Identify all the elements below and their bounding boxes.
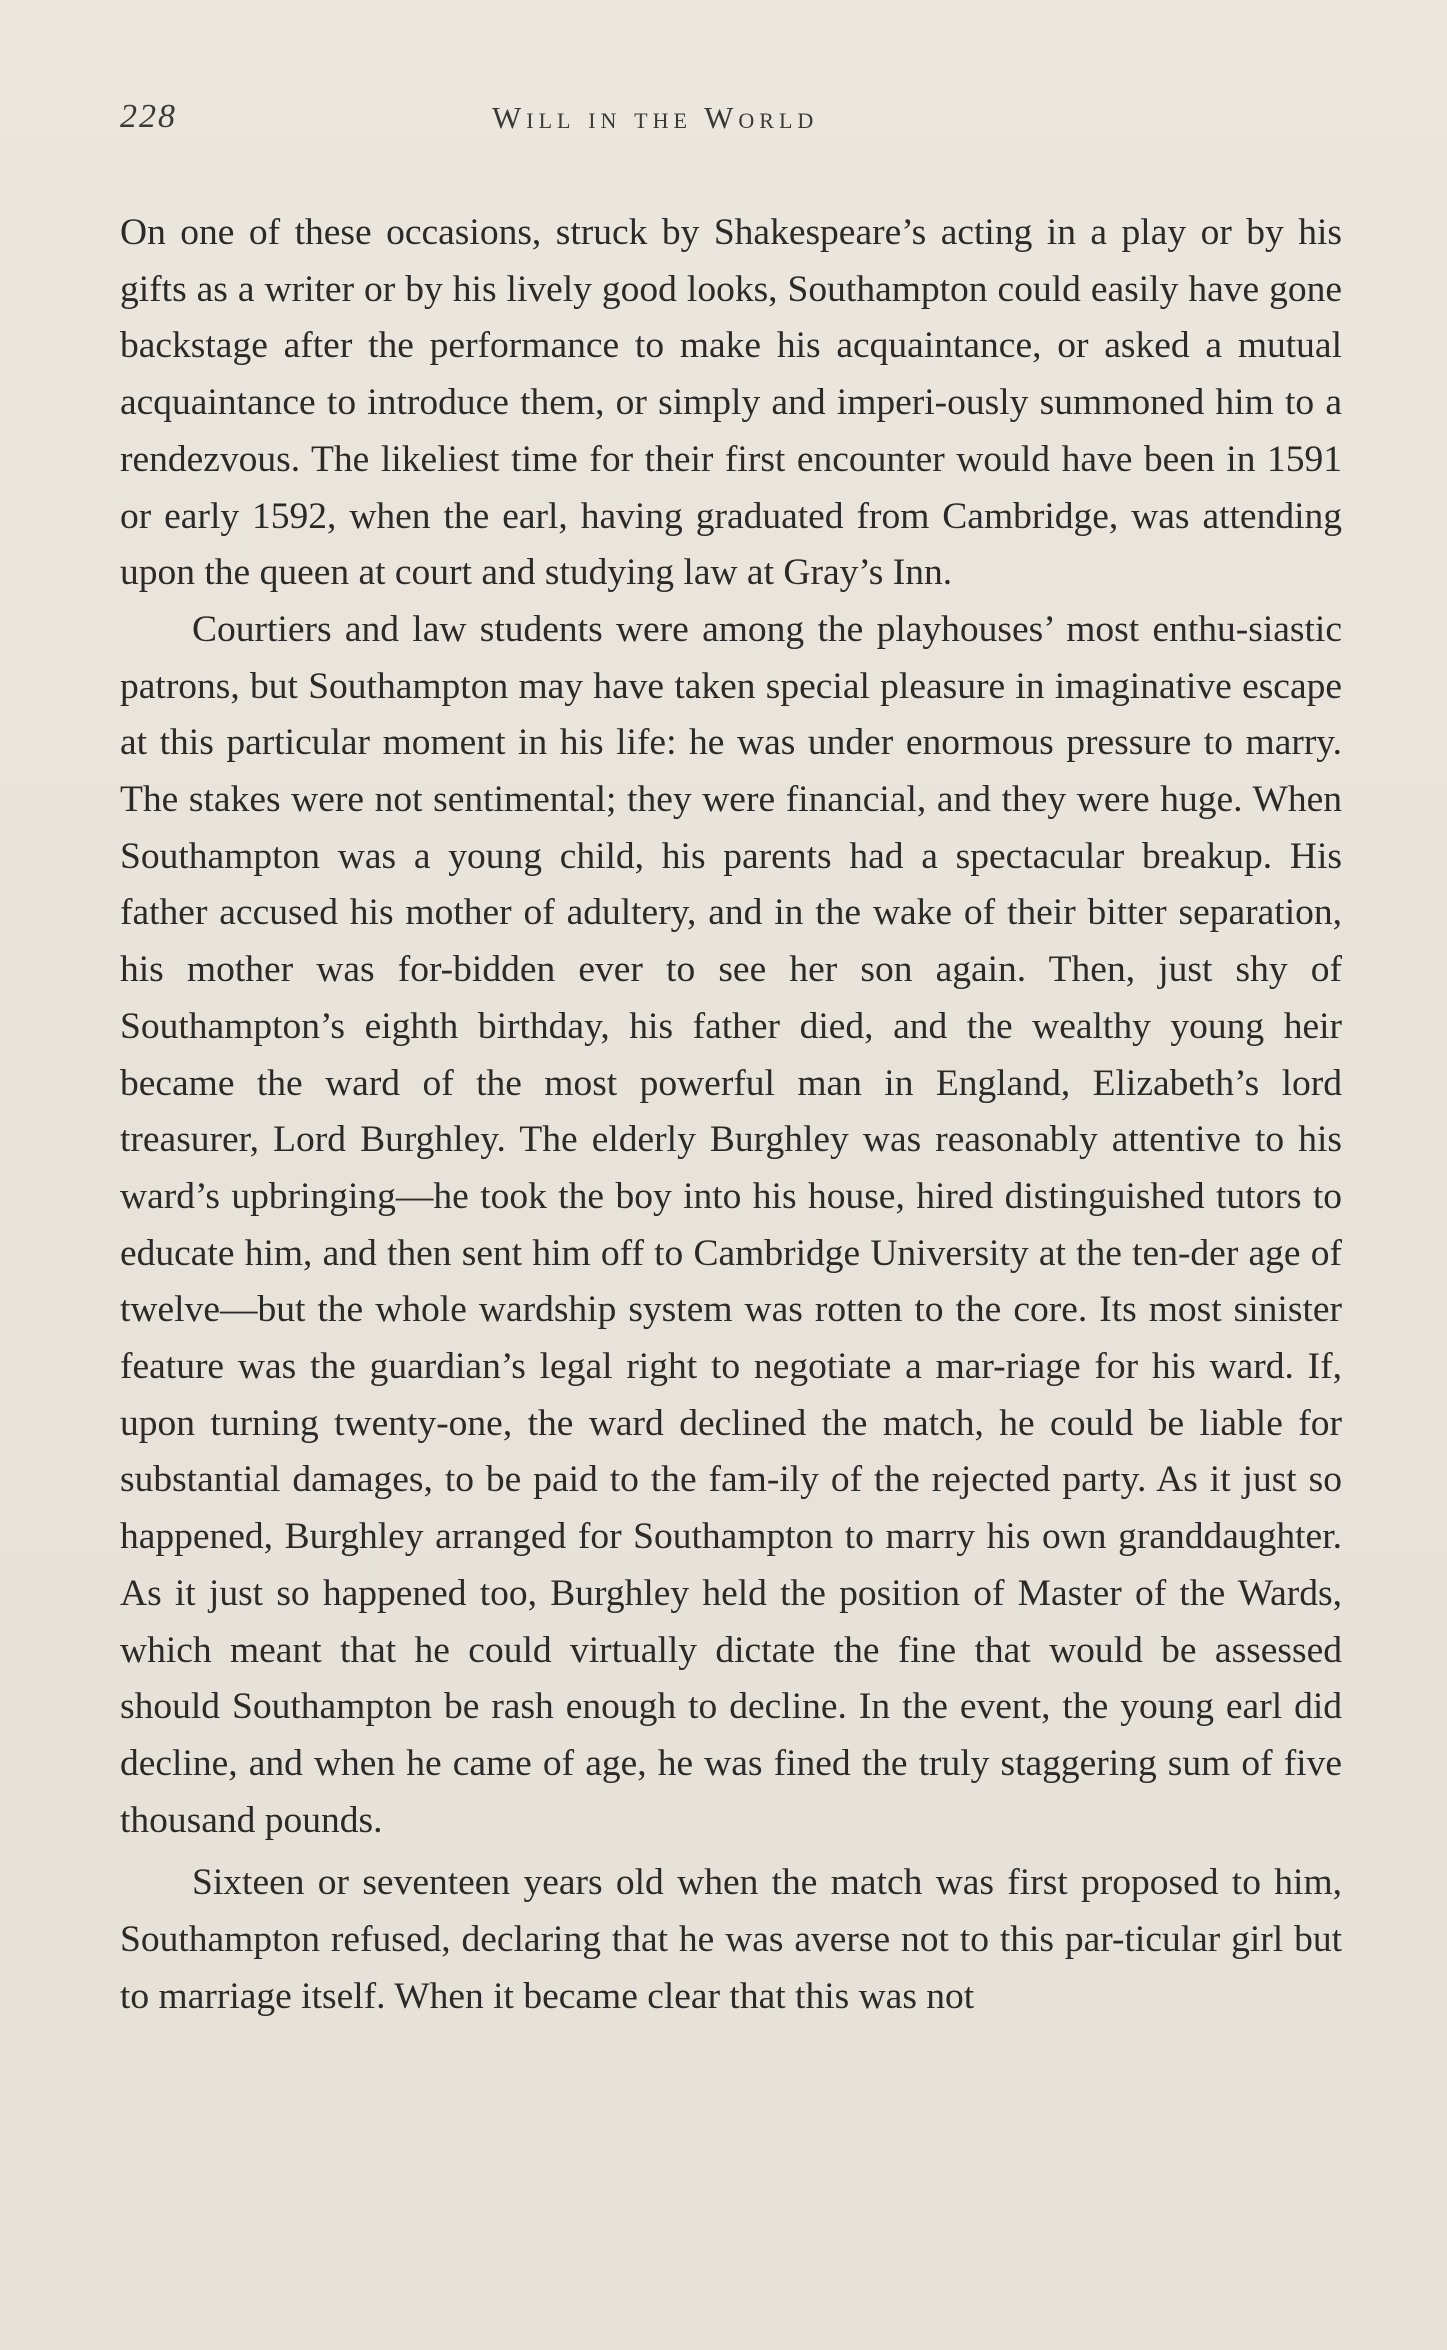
page-number: 228 <box>120 98 177 135</box>
book-title: Will in the World <box>492 100 819 135</box>
body-text <box>120 205 1342 2026</box>
running-head <box>120 98 1340 148</box>
paragraph-1: On one of these occasions, struck by Shakespeare’s acting in a play or by his gifts as a writer or by his lively good looks, Southampton could easily have gone backstage after the performance to make his acquaintance, or asked a mutual acquaintance to introduce them, or simply and imperi-ously summoned him to a rendezvous. The likeliest time for their first encounter would have been in 1591 or early 1592, when the earl, having graduated from Cambridge, was attending upon the queen at court and studying law at Gray’s Inn. <box>120 212 1342 594</box>
paragraph-2: Courtiers and law students were among the playhouses’ most enthu-siastic patrons, but Southampton may have taken special pleasure in imaginative escape at this particular moment in his life: he was under enormous pressure to marry. The stakes were not sentimental; they were financial, and they were huge. When Southampton was a young child, his parents had a spectacular breakup. His father accused his mother of adultery, and in the wake of their bitter separation, his mother was for-bidden ever to see her son again. Then, just shy of Southampton’s eighth birthday, his father died, and the wealthy young heir became the ward of the most powerful man in England, Elizabeth’s lord treasurer, Lord Burghley. The elderly Burghley was reasonably attentive to his ward’s upbringing—he took the boy into his house, hired distinguished tutors to educate him, and then sent him off to Cambridge University at the ten-der age of twelve—but the whole wardship system was rotten to the core. Its most sinister feature was the guardian’s legal right to negotiate a mar-riage for his ward. If, upon turning twenty-one, the ward declined the match, he could be liable for substantial damages, to be paid to the fam-ily of the rejected party. As it just so happened, Burghley arranged for Southampton to marry his own granddaughter. As it just so happened too, Burghley held the position of Master of the Wards, which meant that he could virtually dictate the fine that would be assessed should Southampton be rash enough to decline. In the event, the young earl did decline, and when he came of age, he was fined the truly staggering sum of five thousand pounds. <box>120 608 1342 1841</box>
paragraph-3: Sixteen or seventeen years old when the match was first proposed to him, Southampton refused, declaring that he was averse not to this par-ticular girl but to marriage itself. When it became clear that this was not <box>120 1862 1342 2017</box>
